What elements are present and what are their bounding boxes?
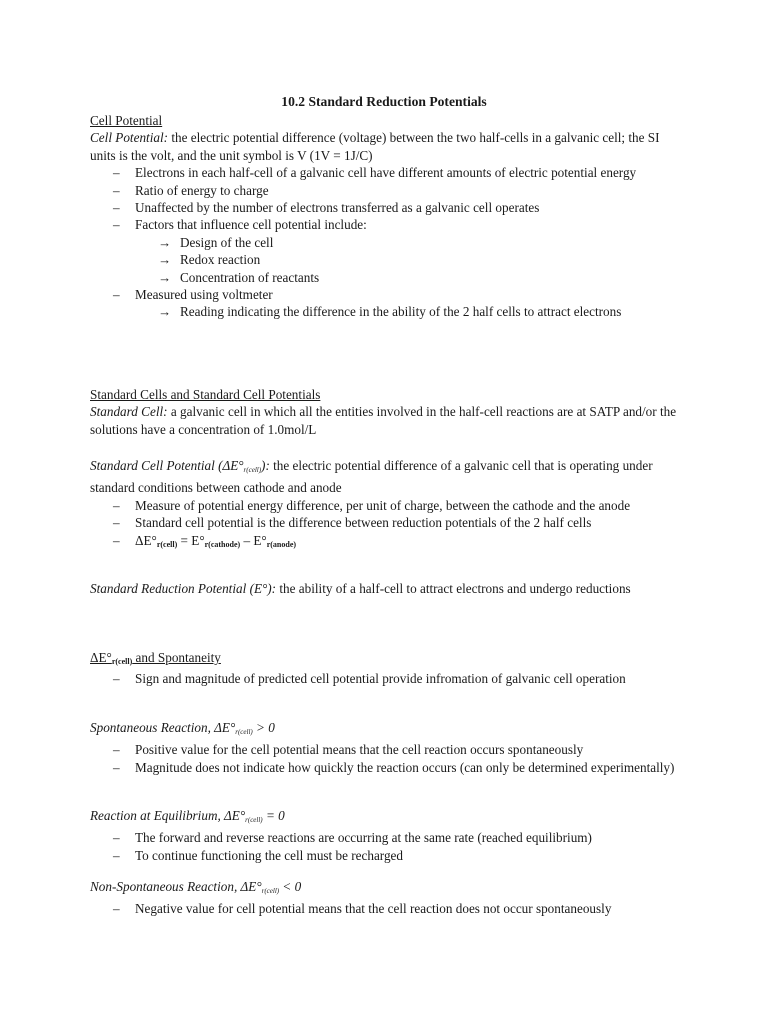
section-heading: Standard Cells and Standard Cell Potentials [90, 387, 321, 402]
definition-standard-cell-potential [90, 457, 680, 497]
definition-term: Cell Potential: [90, 130, 169, 146]
definition-standard-cell [90, 403, 680, 438]
equation-text: = E° [177, 532, 205, 548]
subsection-heading [90, 807, 680, 829]
bullet-list [90, 670, 680, 687]
subscript: r(cell) [261, 887, 280, 895]
term-text: Standard Cell Potential (ΔE° [90, 458, 244, 473]
list-item: – Electrons in each half-cell of a galvanic cell have different amounts of electric potential energy [90, 164, 680, 181]
section-standard-cell-potential [90, 457, 680, 553]
bullet-list [90, 829, 680, 864]
subscript: r(cell) [156, 539, 178, 549]
definition-text: the electric potential difference of a galvanic cell that is operating under standard conditions between cathode and anode [90, 458, 653, 496]
arrow-item: → Reading indicating the difference in the ability of the 2 half cells to attract electrons [135, 303, 635, 320]
subscript: r(cell) [235, 728, 253, 736]
definition-term: Standard Cell: [90, 404, 168, 420]
list-item [90, 216, 680, 286]
section-spontaneous [90, 719, 680, 776]
definition-text: the electric potential difference (voltage) between the two half-cells in a galvanic cell; the SI units is the volt, and the unit symbol is V (1V = 1J/C) [90, 130, 660, 163]
equation-text: – E° [240, 532, 267, 548]
list-item: – Measure of potential energy difference, per unit of charge, between the cathode and the anode [90, 497, 680, 514]
bullet-list [90, 741, 680, 776]
subscript: r(anode) [266, 539, 297, 549]
section-equilibrium [90, 807, 680, 864]
list-item: – To continue functioning the cell must be recharged [90, 847, 680, 864]
list-item: – Unaffected by the number of electrons transferred as a galvanic cell operates [90, 199, 680, 216]
heading-text: = 0 [262, 808, 285, 823]
section-standard-cells [90, 386, 680, 438]
subscript: r(cathode) [204, 539, 241, 549]
list-item: – Negative value for cell potential means that the cell reaction does not occur spontaneously [90, 900, 680, 917]
definition-standard-reduction-potential [90, 580, 680, 597]
subsection-heading [90, 719, 680, 741]
arrow-item: → Redox reaction [135, 251, 680, 268]
list-item-text: – Factors that influence cell potential include: [135, 217, 367, 233]
heading-text: ΔE° [90, 650, 112, 665]
definition-cell-potential [90, 129, 680, 164]
subsection-heading [90, 878, 680, 900]
arrow-item: → Concentration of reactants [135, 269, 680, 286]
bullet-list [90, 164, 680, 321]
list-item: – Magnitude does not indicate how quickly the reaction occurs (can only be determined experimentally) [90, 759, 680, 776]
subscript: r(cell) [245, 816, 263, 824]
list-item: – Standard cell potential is the difference between reduction potentials of the 2 half cells [90, 514, 680, 531]
section-non-spontaneous [90, 878, 680, 918]
list-item: – Ratio of energy to charge [90, 182, 680, 199]
list-item [90, 286, 680, 321]
definition-term [90, 458, 270, 473]
section-heading: Cell Potential [90, 113, 163, 128]
bullet-list [90, 900, 680, 917]
subscript: r(cell) [243, 466, 262, 474]
term-text: ): [261, 458, 270, 473]
list-item-text: – Measured using voltmeter [135, 287, 273, 303]
section-standard-reduction-potential [90, 580, 680, 597]
bullet-list [90, 497, 680, 553]
subscript: r(cell) [111, 657, 133, 666]
heading-text: Non-Spontaneous Reaction, ΔE° [90, 879, 262, 894]
definition-term: Standard Reduction Potential (E°): [90, 581, 277, 596]
heading-text: and Spontaneity [132, 650, 221, 665]
list-item: – Sign and magnitude of predicted cell potential provide infromation of galvanic cell operation [90, 670, 680, 687]
heading-text: > 0 [252, 720, 275, 735]
heading-text: < 0 [279, 879, 302, 894]
equation-text: ΔE° [135, 532, 157, 548]
heading-text: Reaction at Equilibrium, ΔE° [90, 808, 246, 823]
section-cell-potential [90, 112, 680, 321]
definition-text: a galvanic cell in which all the entities involved in the half-cell reactions are at SATP and/or the solutions have a concentration of 1.0mol/L [90, 404, 677, 437]
definition-text: the ability of a half-cell to attract electrons and undergo reductions [276, 581, 631, 596]
heading-text: Spontaneous Reaction, ΔE° [90, 720, 236, 735]
arrow-list [135, 234, 680, 286]
arrow-item: → Design of the cell [135, 234, 680, 251]
page-title: 10.2 Standard Reduction Potentials [281, 94, 487, 109]
arrow-list [135, 303, 680, 320]
list-item-equation [90, 532, 680, 553]
section-heading [90, 649, 680, 670]
section-spontaneity [90, 649, 680, 688]
list-item: – The forward and reverse reactions are occurring at the same rate (reached equilibrium) [90, 829, 680, 846]
list-item: – Positive value for the cell potential means that the cell reaction occurs spontaneously [90, 741, 680, 758]
